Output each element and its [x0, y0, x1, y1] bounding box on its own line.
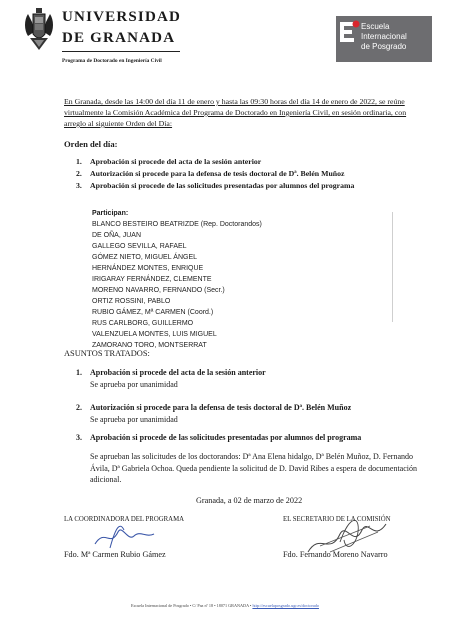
agenda-item-text: Aprobación si procede del acta de la sesión anterior: [90, 157, 262, 166]
secretary-label: EL SECRETARIO DE LA COMISIÓN: [283, 516, 391, 523]
agenda-item-text: Autorización si procede para la defensa de tesis doctoral de Dª. Belén Muñoz: [90, 169, 345, 178]
university-crest-icon: [22, 8, 56, 52]
footer-text: Escuela Internacional de Posgrado • C/ Paz nº 18 • 18071 GRANADA •: [131, 603, 252, 608]
university-name-line2: DE GRANADA: [62, 30, 176, 46]
participant-name: VALENZUELA MONTES, LUIS MIGUEL: [92, 331, 217, 338]
participant-name: GALLEGO SEVILLA, RAFAEL: [92, 243, 187, 250]
eip-label-line3: de Posgrado: [361, 42, 407, 51]
footer-link[interactable]: http://escuelaposgrado.ugr.es/doctorado: [252, 603, 319, 608]
coordinator-signature: [90, 518, 160, 552]
participant-name: RUS CARLBORG, GUILLERMO: [92, 320, 194, 327]
matter-text: Aprobación si procede de las solicitudes presentadas por alumnos del programa: [90, 433, 362, 442]
agenda-item-text: Aprobación si procede de las solicitudes presentadas por alumnos del programa: [90, 181, 355, 190]
program-name: Programa de Doctorado en Ingeniería Civil: [62, 58, 162, 64]
agenda-item-number: 1.: [76, 157, 82, 166]
header-divider: [62, 51, 180, 52]
matter-result: Se aprueba por unanimidad: [90, 380, 178, 389]
matter-result: Se aprueba por unanimidad: [90, 415, 178, 424]
signature-date: Granada, a 02 de marzo de 2022: [196, 496, 303, 505]
participant-name: GÓMEZ NIETO, MIGUEL ÁNGEL: [92, 254, 198, 261]
intro-paragraph: En Granada, desde las 14:00 del día 11 de enero y hasta las 09:30 horas del día 14 de enero de 2022, se reúne virtualmente la Comisión Académica del Programa de Doctorado en Ingeniería Civil, en sesión ordinaria, con arreglo al siguiente Orden del Día:: [64, 97, 407, 128]
participant-name: IRIGARAY FERNÁNDEZ, CLEMENTE: [92, 276, 212, 283]
agenda-item-number: 3.: [76, 181, 82, 190]
participant-name: ZAMORANO TORO, MONTSERRAT: [92, 342, 207, 349]
matter-number: 1.: [76, 368, 82, 377]
secretary-name: Fdo. Fernando Moreno Navarro: [283, 550, 388, 559]
participant-name: BLANCO BESTEIRO BEATRIZDE (Rep. Doctorandos): [92, 221, 262, 228]
eip-e-icon: [338, 18, 360, 44]
agenda-item-number: 2.: [76, 169, 82, 178]
matter-result: Se aprueban las solicitudes de los doctorandos: Dª Ana Elena hidalgo, Dª Belén Muñoz, D. Fernando Ávila, Dª Gabriela Ochoa. Queda pendiente la solicitud de D. David Ribes a espera de documentación adicional.: [90, 452, 417, 484]
university-name-line1: UNIVERSIDAD: [62, 9, 182, 25]
participants-side-rule: [392, 212, 393, 322]
coordinator-name: Fdo. Mª Carmen Rubio Gámez: [64, 550, 166, 559]
participant-name: MORENO NAVARRO, FERNANDO (Secr.): [92, 287, 225, 294]
footer: [0, 603, 450, 608]
participant-name: ORTIZ ROSSINI, PABLO: [92, 298, 171, 305]
participant-name: DE OÑA, JUAN: [92, 232, 142, 239]
participant-name: HERNÁNDEZ MONTES, ENRIQUE: [92, 265, 204, 272]
matter-number: 2.: [76, 403, 82, 412]
matter-text: Autorización si procede para la defensa de tesis doctoral de Dª. Belén Muñoz: [90, 403, 352, 412]
participant-name: RUBIO GÁMEZ, Mª CARMEN (Coord.): [92, 309, 214, 316]
eip-label-line2: Internacional: [361, 32, 407, 41]
matter-number: 3.: [76, 433, 82, 442]
matters-title: ASUNTOS TRATADOS:: [64, 349, 150, 358]
eip-label-line1: Escuela: [361, 22, 390, 31]
coordinator-label: LA COORDINADORA DEL PROGRAMA: [64, 516, 185, 523]
participants-title: Participan:: [92, 210, 129, 217]
matter-text: Aprobación si procede del acta de la sesión anterior: [90, 368, 266, 377]
agenda-title: Orden del día:: [64, 139, 118, 149]
